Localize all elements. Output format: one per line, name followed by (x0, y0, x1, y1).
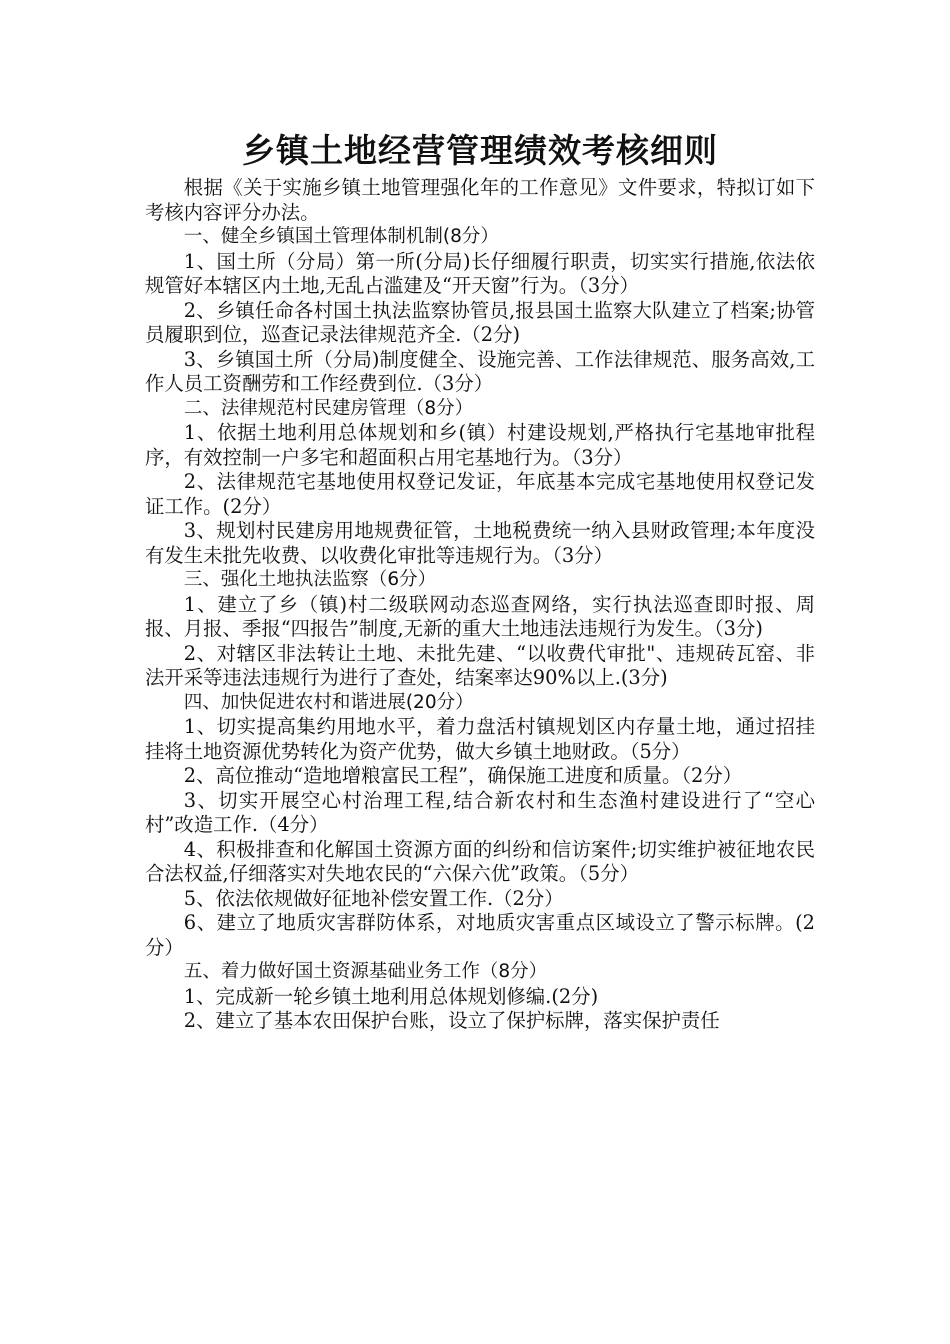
section-item: 2、建立了基本农田保护台账，设立了保护标牌，落实保护责任 (183, 1009, 720, 1032)
section-5 (145, 960, 815, 1034)
section-item: 2、法律规范宅基地使用权登记发证，年底基本完成宅基地使用权登记发证工作。(2分） (145, 470, 815, 518)
section-3 (145, 568, 815, 691)
section-item: 4、积极排查和化解国土资源方面的纠纷和信访案件;切实维护被征地农民合法权益,仔细落实对失地农民的“六保六优”政策。（5分） (145, 837, 815, 885)
section-2 (145, 397, 815, 569)
section-item: 6、建立了地质灾害群防体系，对地质灾害重点区域设立了警示标牌。(2分） (145, 911, 815, 959)
section-heading: 一、健全乡镇国土管理体制机制(8分） (183, 226, 499, 247)
section-item: 1、完成新一轮乡镇土地利用总体规划修编.(2分) (183, 984, 599, 1008)
section-item: 2、对辖区非法转让土地、未批先建、“以收费代审批"、违规砖瓦窑、非法开采等违法违规行为进行了查处，结案率达90%以上.(3分) (145, 641, 815, 689)
document-body (145, 128, 815, 1034)
section-item: 2、高位推动“造地增粮富民工程”，确保施工进度和质量。（2分） (183, 764, 743, 787)
section-4 (145, 691, 815, 961)
section-item: 3、切实开展空心村治理工程,结合新农村和生态渔村建设进行了“空心村”改造工作.（4分） (145, 788, 815, 836)
section-item: 5、依法依规做好征地补偿安置工作.（2分） (183, 886, 564, 910)
section-heading: 五、着力做好国土资源基础业务工作（8分） (183, 961, 548, 982)
section-item: 1、建立了乡（镇)村二级联网动态巡查网络，实行执法巡查即时报、周报、月报、季报“四报告”制度,无新的重大土地违法违规行为发生。（3分) (145, 592, 815, 640)
section-item: 1、依据土地利用总体规划和乡(镇）村建设规划,严格执行宅基地审批程序，有效控制一户多宅和超面积占用宅基地行为。（3分） (145, 421, 815, 469)
section-heading: 二、法律规范村民建房管理（8分） (183, 397, 474, 419)
document-title: 乡镇土地经营管理绩效考核细则 (242, 131, 718, 170)
section-item: 2、乡镇任命各村国土执法监察协管员,报县国土监察大队建立了档案;协管员履职到位，巡查记录法律规范齐全.（2分) (145, 298, 815, 346)
section-item: 1、切实提高集约用地水平，着力盘活村镇规划区内存量土地，通过招挂挂将土地资源优势转化为资产优势，做大乡镇土地财政。（5分） (145, 715, 815, 763)
section-heading: 四、加快促进农村和谐进展(20分） (183, 691, 474, 713)
section-1 (145, 225, 815, 397)
intro-paragraph: 根据《关于实施乡镇土地管理强化年的工作意见》文件要求，特拟订如下考核内容评分办法。 (145, 176, 815, 224)
section-item: 3、规划村民建房用地规费征管，土地税费统一纳入县财政管理;本年度没有发生未批先收费、以收费化审批等违规行为。（3分） (145, 519, 815, 567)
section-item: 1、国土所（分局）第一所(分局)长仔细履行职责，切实实行措施,依法依规管好本辖区内土地,无乱占滥建及“开天窗”行为。（3分） (145, 249, 815, 297)
section-item: 3、乡镇国土所（分局)制度健全、设施完善、工作法律规范、服务高效,工作人员工资酬劳和工作经费到位.（3分） (145, 347, 815, 395)
section-heading: 三、强化土地执法监察（6分） (183, 569, 437, 590)
